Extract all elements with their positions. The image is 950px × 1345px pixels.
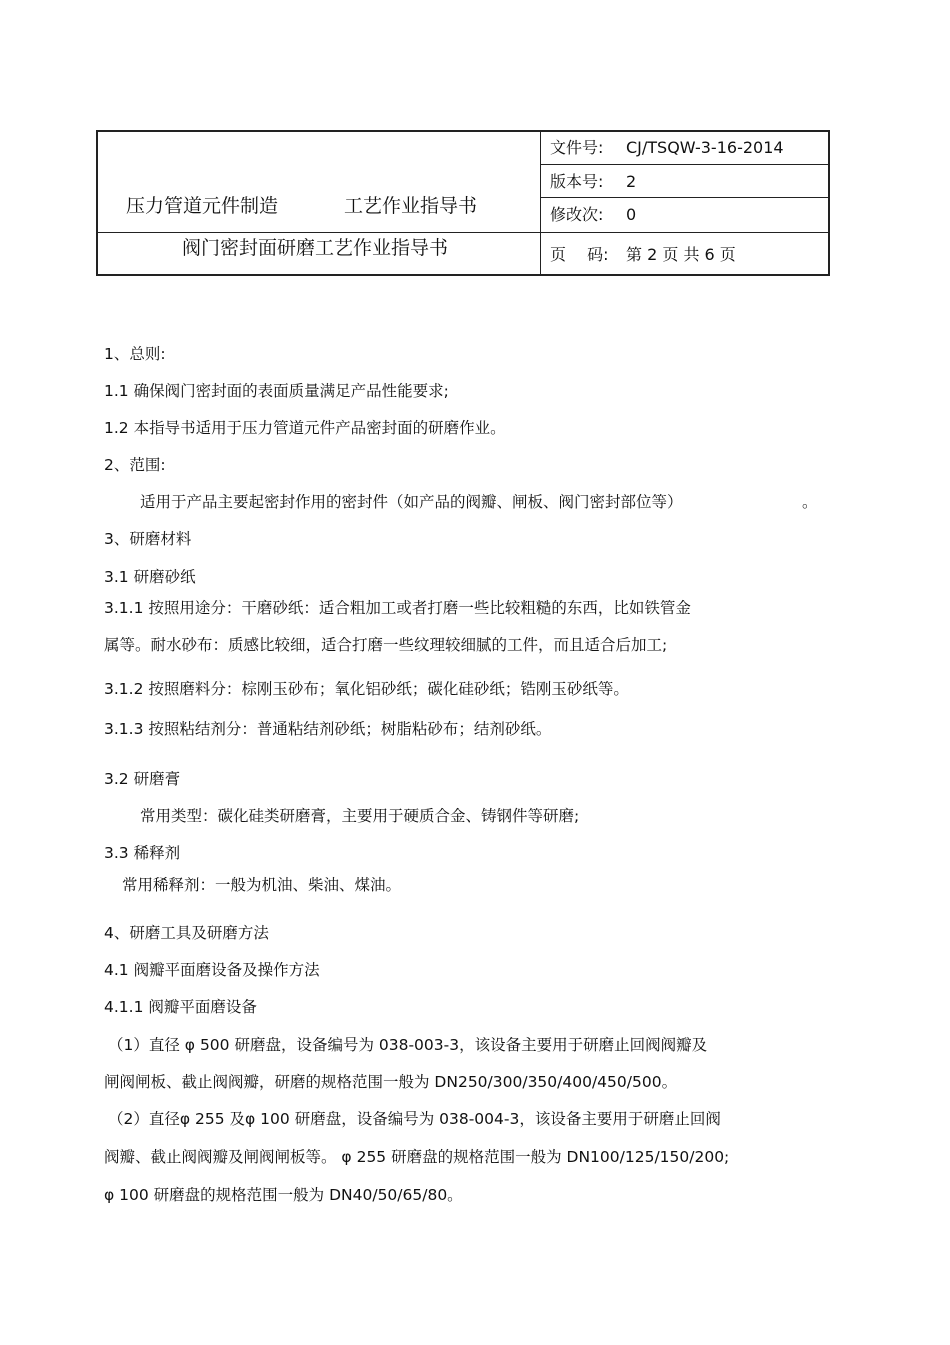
file-no-label: 文件号: — [550, 138, 604, 157]
page-info: 第 2 页 共 6 页 — [626, 245, 736, 264]
section-heading: 1、总则: — [104, 345, 166, 363]
document-header-table — [96, 130, 830, 276]
paragraph-line-end: 。 — [802, 493, 818, 511]
paragraph-line: 闸阀闸板、截止阀阀瓣，研磨的规格范围一般为 DN250/300/350/400/450/500。 — [104, 1073, 678, 1091]
paragraph-line: 3.1.2 按照磨料分：棕刚玉砂布；氧化铝砂纸；碳化硅砂纸；锆刚玉砂纸等。 — [104, 680, 629, 698]
header-divider — [98, 232, 540, 233]
section-heading: 3、研磨材料 — [104, 530, 192, 548]
doc-title: 阀门密封面研磨工艺作业指导书 — [182, 237, 449, 259]
revision-value: 0 — [626, 205, 637, 224]
file-no-value: CJ/TSQW-3-16-2014 — [626, 138, 784, 157]
subsection-heading: 3.3 稀释剂 — [104, 844, 181, 862]
version-label: 版本号: — [550, 172, 604, 191]
paragraph-line: 常用稀释剂：一般为机油、柴油、煤油。 — [122, 876, 402, 894]
header-divider — [540, 197, 828, 198]
section-heading: 4、研磨工具及研磨方法 — [104, 924, 269, 942]
paragraph-line: 阀瓣、截止阀阀瓣及闸阀闸板等。 φ 255 研磨盘的规格范围一般为 DN100/125/150/200; — [104, 1148, 730, 1166]
paragraph-line: 1.2 本指导书适用于压力管道元件产品密封面的研磨作业。 — [104, 419, 506, 437]
paragraph-line: φ 100 研磨盘的规格范围一般为 DN40/50/65/80。 — [104, 1186, 463, 1204]
doc-type: 工艺作业指导书 — [344, 195, 478, 217]
header-divider — [540, 132, 541, 274]
revision-label: 修改次: — [550, 205, 604, 224]
paragraph-line: 3.1.3 按照粘结剂分：普通粘结剂砂纸；树脂粘砂布；结剂砂纸。 — [104, 720, 552, 738]
company-title: 压力管道元件制造 — [126, 195, 279, 217]
version-value: 2 — [626, 172, 637, 191]
paragraph-line: （1）直径 φ 500 研磨盘，设备编号为 038-003-3，该设备主要用于研磨止回阀阀瓣及 — [108, 1036, 708, 1054]
subsection-heading: 4.1 阀瓣平面磨设备及操作方法 — [104, 961, 320, 979]
section-heading: 2、范围: — [104, 456, 166, 474]
paragraph-line: 常用类型：碳化硅类研磨膏，主要用于硬质合金、铸钢件等研磨; — [140, 807, 580, 825]
subsection-heading: 3.1 研磨砂纸 — [104, 568, 196, 586]
subsection-heading: 3.2 研磨膏 — [104, 770, 181, 788]
header-divider — [540, 232, 828, 233]
page-label: 页 码: — [550, 245, 609, 264]
paragraph-line: 1.1 确保阀门密封面的表面质量满足产品性能要求; — [104, 382, 449, 400]
header-divider — [540, 164, 828, 165]
paragraph-line: 属等。耐水砂布：质感比较细，适合打磨一些纹理较细腻的工件，而且适合后加工; — [104, 636, 668, 654]
paragraph-line: （2）直径φ 255 及φ 100 研磨盘，设备编号为 038-004-3，该设备主要用于研磨止回阀 — [108, 1110, 721, 1128]
paragraph-line: 适用于产品主要起密封作用的密封件（如产品的阀瓣、闸板、阀门密封部位等） — [140, 493, 683, 511]
paragraph-line: 3.1.1 按照用途分：干磨砂纸：适合粗加工或者打磨一些比较粗糙的东西，比如铁管金 — [104, 599, 691, 617]
subsection-heading: 4.1.1 阀瓣平面磨设备 — [104, 998, 257, 1016]
